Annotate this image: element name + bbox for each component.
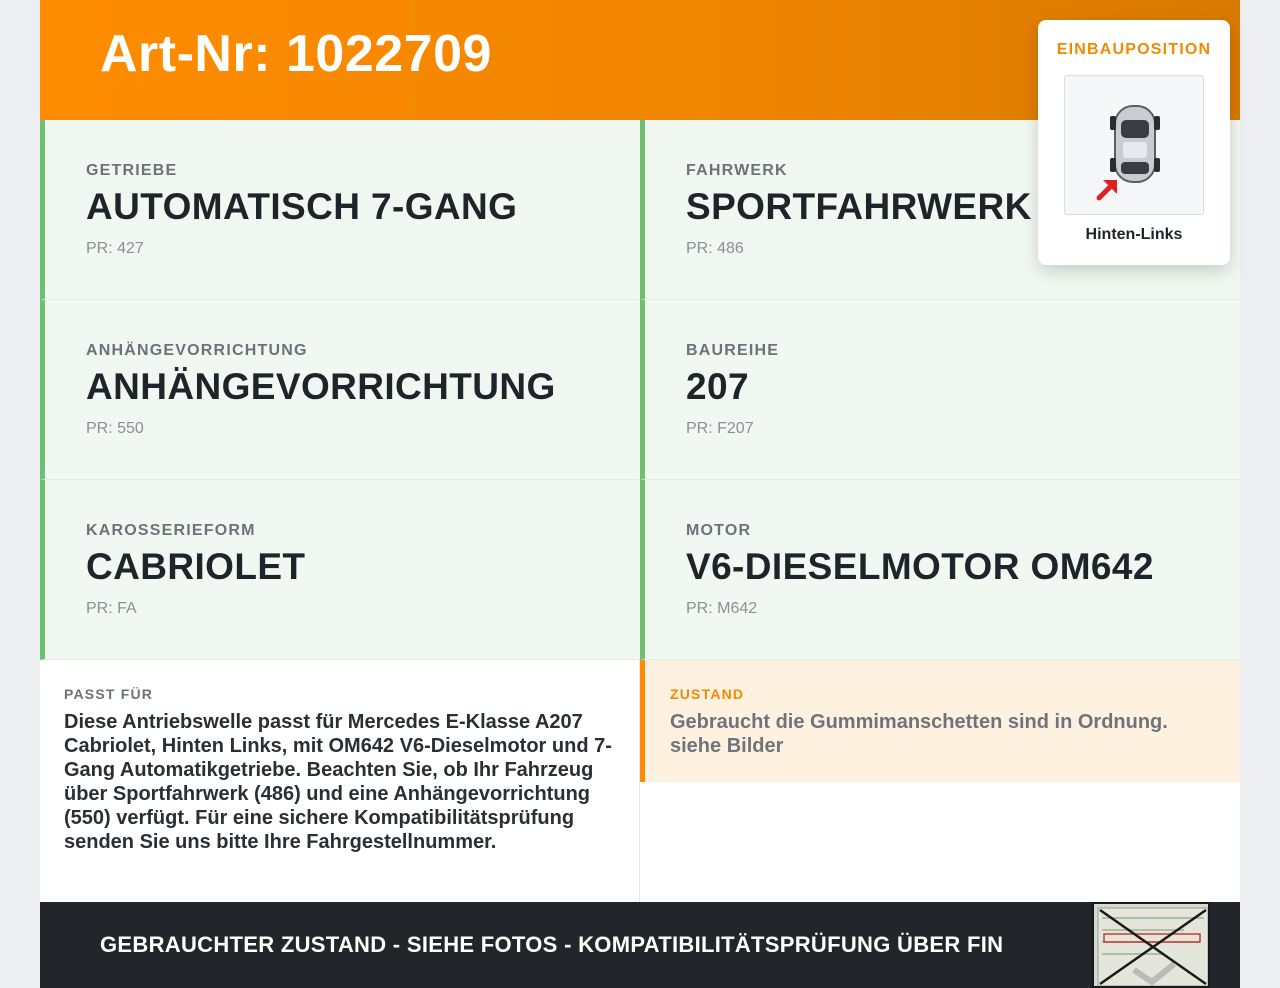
spec-label: BAUREIHE [686, 342, 780, 359]
document-photo-icon [1094, 904, 1210, 988]
spec-pr-code: PR: M642 [686, 600, 758, 617]
installation-position-label: EINBAUPOSITION [1056, 41, 1212, 58]
spec-value: SPORTFAHRWERK [686, 186, 1032, 227]
spec-label: FAHRWERK [686, 162, 788, 179]
spec-label: ANHÄNGEVORRICHTUNG [86, 342, 308, 359]
spec-pr-code: PR: 550 [86, 420, 144, 437]
footer-text: GEBRAUCHTER ZUSTAND - SIEHE FOTOS - KOMPATIBILITÄTSPRÜFUNG ÜBER FIN [100, 932, 1004, 957]
condition-text: Gebraucht die Gummimanschetten sind in Ordnung. siehe Bilder [670, 711, 1168, 757]
spec-value: ANHÄNGEVORRICHTUNG [86, 366, 556, 407]
fitment-label: PASST FÜR [64, 686, 154, 702]
car-top-view-icon [1065, 76, 1205, 216]
spec-value: 207 [686, 366, 749, 407]
spec-value: V6-DIESELMOTOR OM642 [686, 546, 1154, 587]
spec-karosserieform [40, 480, 640, 660]
spec-label: GETRIEBE [86, 162, 178, 179]
article-number-title: Art-Nr: 1022709 [100, 25, 492, 83]
fitment-panel [40, 660, 640, 902]
installation-position-card [1038, 20, 1230, 265]
spec-label: KAROSSERIEFORM [86, 522, 256, 539]
spec-pr-code: PR: 427 [86, 240, 144, 257]
spec-motor [640, 480, 1240, 660]
spec-value: CABRIOLET [86, 546, 306, 587]
vehicle-document-thumbnail[interactable] [1092, 902, 1210, 988]
spec-pr-code: PR: 486 [686, 240, 744, 257]
spec-baureihe [640, 300, 1240, 480]
fitment-text: Diese Antriebswelle passt für Mercedes E-Klasse A207 Cabriolet, Hinten Links, mit OM642 V6-Dieselmotor und 7-Gang Automatikgetriebe. Beachten Sie, ob Ihr Fahrzeug über Sportfahrwerk (486) und eine Anhängevorrichtung (550) verfügt. Für eine sichere Kompatibilitätsprüfung senden Sie uns bitte Ihre Fahrgestellnummer. [64, 711, 612, 853]
spec-value: AUTOMATISCH 7-GANG [86, 186, 518, 227]
car-position-image [1064, 75, 1204, 215]
spec-pr-code: PR: F207 [686, 420, 754, 437]
condition-panel [640, 660, 1240, 782]
condition-label: ZUSTAND [670, 686, 745, 702]
installation-position-value: Hinten-Links [1085, 226, 1183, 243]
spec-getriebe [40, 120, 640, 300]
footer-bar [40, 902, 1240, 988]
spec-label: MOTOR [686, 522, 752, 539]
spec-pr-code: PR: FA [86, 600, 137, 617]
spec-anhaengevorrichtung [40, 300, 640, 480]
